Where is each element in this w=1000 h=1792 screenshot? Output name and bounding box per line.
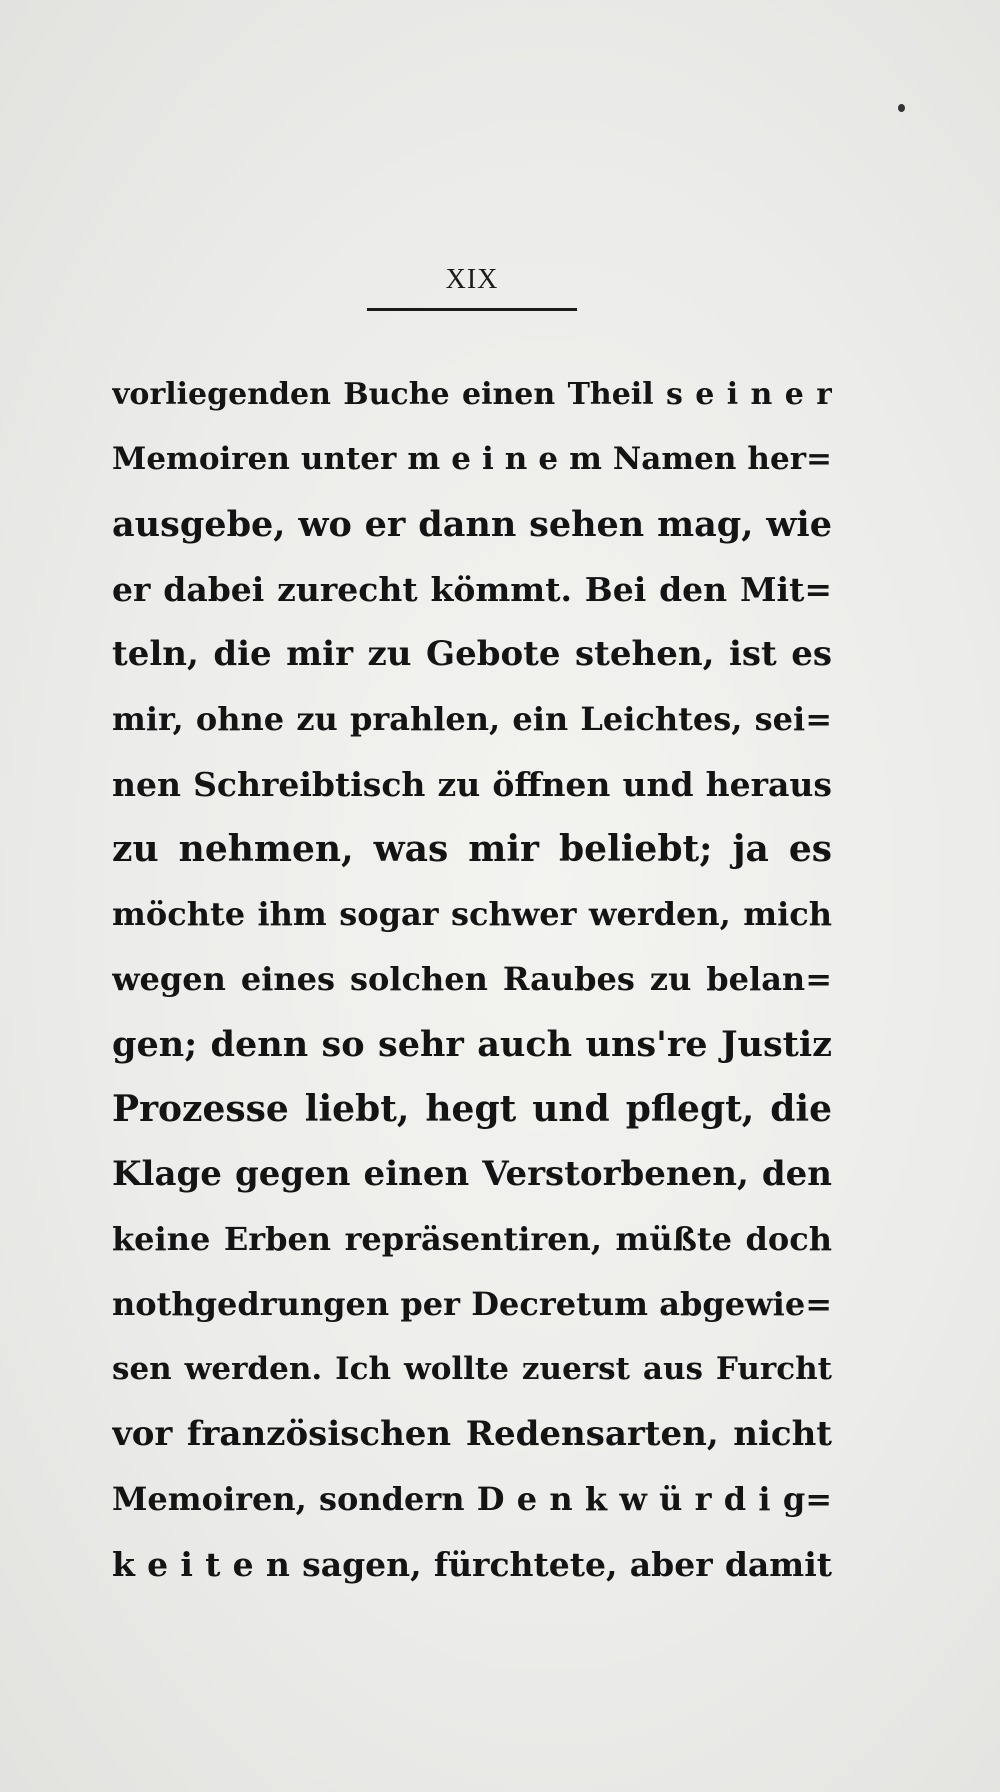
text-line-12: Prozesse liebt, hegt und pflegt, die [112, 1088, 832, 1130]
text-line-16: sen werden. Ich wollte zuerst aus Furcht [112, 1351, 832, 1387]
text-line-8: zu nehmen, was mir beliebt; ja es [112, 828, 832, 870]
text-line-5: teln, die mir zu Gebote stehen, ist es [112, 634, 832, 674]
text-line-10: wegen eines solchen Raubes zu belan= [112, 960, 832, 998]
text-line-9: möchte ihm sogar schwer werden, mich [112, 895, 832, 933]
text-line-19: k e i t e n sagen, fürchtete, aber damit [112, 1545, 832, 1584]
text-line-17: vor französischen Redensarten, nicht [112, 1414, 832, 1454]
text-line-6: mir, ohne zu prahlen, ein Leichtes, sei= [112, 700, 832, 738]
body-text [112, 362, 832, 1597]
text-line-2: Memoiren unter m e i n e m Namen her= [112, 441, 832, 477]
ink-speck [898, 104, 905, 112]
header-rule [367, 308, 577, 311]
page-number: XIX [445, 264, 499, 295]
text-line-11: gen; denn so sehr auch uns're Justiz [112, 1024, 832, 1065]
text-line-13: Klage gegen einen Verstorbenen, den [112, 1154, 832, 1194]
page-header [367, 262, 577, 311]
text-line-14: keine Erben repräsentiren, müßte doch [112, 1220, 832, 1258]
text-line-4: er dabei zurecht kömmt. Bei den Mit= [112, 570, 832, 609]
text-line-7: nen Schreibtisch zu öffnen und heraus [112, 765, 832, 804]
text-line-18: Memoiren, sondern D e n k w ü r d i g= [112, 1480, 832, 1518]
text-line-1: vorliegenden Buche einen Theil s e i n e r [112, 377, 832, 412]
text-line-3: ausgebe, wo er dann sehen mag, wie [112, 504, 832, 545]
text-line-15: nothgedrungen per Decretum abgewie= [112, 1285, 832, 1323]
